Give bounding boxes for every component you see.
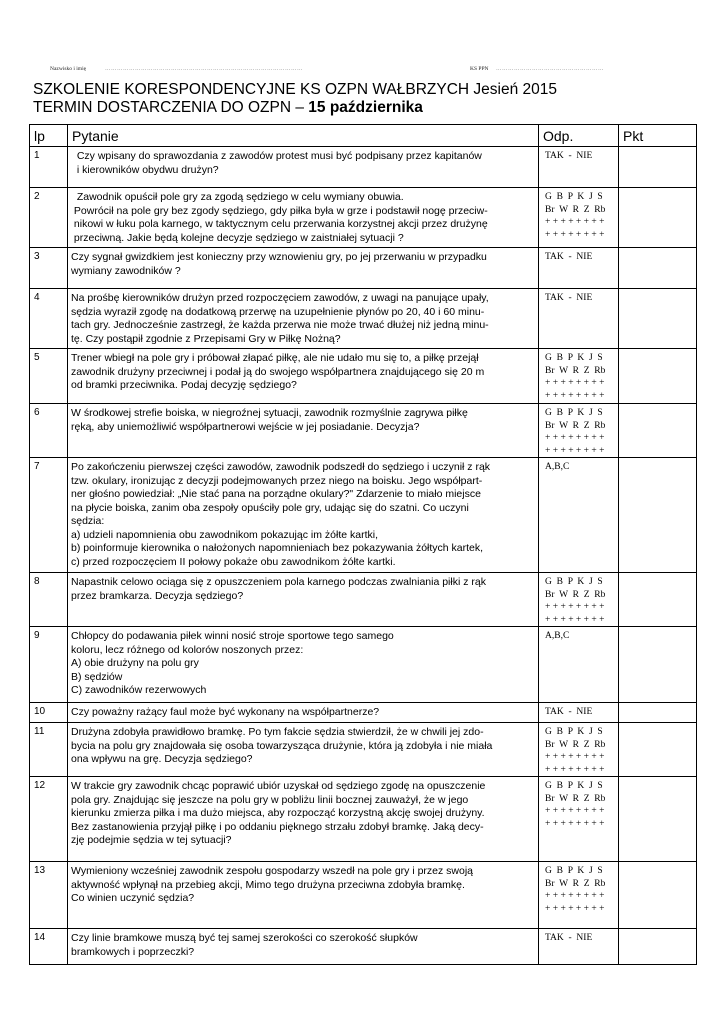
document-title: SZKOLENIE KORESPONDENCYJNE KS OZPN WAŁBRZYCH Jesień 2015 xyxy=(33,81,557,98)
answer-options[interactable]: G B P K J S Br W R Z Rb + + + + + + + + + + + + + + + + xyxy=(539,723,619,777)
question-line: Zawodnik opuścił pole gry za zgodą sędziego w celu wymiany obuwia. xyxy=(71,191,404,203)
question-line: wymiany zawodników ? xyxy=(71,264,181,277)
question-number: 3 xyxy=(30,248,68,289)
answer-options[interactable]: TAK - NIE xyxy=(539,703,619,723)
question-line: c) przed rozpoczęciem II połowy pokaże obu zawodnikom żółte kartki. xyxy=(71,555,396,568)
question-line: Czy poważny rażący faul może być wykonany na współpartnerze? xyxy=(71,706,380,718)
question-text xyxy=(68,404,539,458)
question-line: Czy wpisany do sprawozdania z zawodów protest musi być podpisany przez kapitanów xyxy=(71,150,482,162)
points-cell[interactable] xyxy=(619,573,697,627)
table-row xyxy=(30,627,697,703)
question-line: Wymieniony wcześniej zawodnik zespołu gospodarzy wszedł na pole gry i przez swoją xyxy=(71,865,474,877)
question-line: Czy linie bramkowe muszą być tej samej szerokości co szerokość słupków xyxy=(71,932,418,944)
question-line: Drużyna zdobyła prawidłowo bramkę. Po tym fakcie sędzia stwierdził, że w chwili jej zdo- xyxy=(71,726,484,738)
column-header-pkt: Pkt xyxy=(619,125,697,147)
question-line: C) zawodników rezerwowych xyxy=(71,684,207,696)
name-label: Nazwisko i imię xyxy=(50,66,87,72)
question-line: bramkowych i poprzeczki? xyxy=(71,945,195,958)
ks-label: KS PPN xyxy=(470,66,489,72)
question-number: 8 xyxy=(30,573,68,627)
question-number: 5 xyxy=(30,349,68,404)
answer-options[interactable]: G B P K J S Br W R Z Rb + + + + + + + + + + + + + + + + xyxy=(539,862,619,929)
question-text xyxy=(68,289,539,349)
question-line: na płycie boiska, zanim oba zespoły opuściły pole gry, udając się do szatni. Co uczyni xyxy=(71,501,469,514)
table-row xyxy=(30,723,697,777)
question-line: W środkowej strefie boiska, w niegroźnej sytuacji, zawodnik rozmyślnie zagrywa piłkę xyxy=(71,407,468,419)
question-text xyxy=(68,188,539,248)
points-cell[interactable] xyxy=(619,147,697,188)
question-text xyxy=(68,777,539,862)
table-row xyxy=(30,188,697,248)
answer-options[interactable]: A,B,C xyxy=(539,458,619,573)
table-row xyxy=(30,147,697,188)
question-line: Po zakończeniu pierwszej części zawodów, zawodnik podszedł do sędziego i uczynił z rąk xyxy=(71,461,491,473)
question-text xyxy=(68,627,539,703)
answer-options[interactable]: TAK - NIE xyxy=(539,147,619,188)
question-number: 14 xyxy=(30,929,68,965)
question-number: 4 xyxy=(30,289,68,349)
ks-field-dots[interactable]: ……………………………………………… xyxy=(496,66,604,72)
answer-options[interactable]: G B P K J S Br W R Z Rb + + + + + + + + + + + + + + + + xyxy=(539,404,619,458)
question-number: 11 xyxy=(30,723,68,777)
points-cell[interactable] xyxy=(619,404,697,458)
answer-options[interactable]: G B P K J S Br W R Z Rb + + + + + + + + + + + + + + + + xyxy=(539,349,619,404)
points-cell[interactable] xyxy=(619,627,697,703)
deadline-title xyxy=(33,99,423,117)
answer-options[interactable]: G B P K J S Br W R Z Rb + + + + + + + + + + + + + + + + xyxy=(539,573,619,627)
table-row xyxy=(30,458,697,573)
question-line: kierunku zmierza piłka i ma dużo miejsca, aby rozpocząć korzystną akcję swojej drużyny. xyxy=(71,807,485,819)
points-cell[interactable] xyxy=(619,929,697,965)
table-header-row xyxy=(30,125,697,147)
answer-options[interactable]: TAK - NIE xyxy=(539,289,619,349)
points-cell[interactable] xyxy=(619,188,697,248)
question-text xyxy=(68,723,539,777)
question-line: od bramki przeciwnika. Podaj decyzję sędziego? xyxy=(71,379,297,391)
question-line: i kierowników obydwu drużyn? xyxy=(71,163,219,176)
question-line: aktywność wpłynął na przebieg akcji, Mimo tego drużyna przeciwna zdobyła bramkę. xyxy=(71,878,465,891)
table-row xyxy=(30,929,697,965)
question-line: tę. Czy postąpił zgodnie z Przepisami Gry w Piłkę Nożną? xyxy=(71,332,341,345)
question-line: koloru, lecz różnego od kolorów noszonych przez: xyxy=(71,643,304,656)
deadline-prefix: TERMIN DOSTARCZENIA DO OZPN – xyxy=(33,99,309,116)
question-line: przeciwną. Jakie będą kolejne decyzje sędziego w zaistniałej sytuacji ? xyxy=(71,231,404,244)
points-cell[interactable] xyxy=(619,777,697,862)
points-cell[interactable] xyxy=(619,289,697,349)
question-text xyxy=(68,458,539,573)
answer-options[interactable]: G B P K J S Br W R Z Rb + + + + + + + + + + + + + + + + xyxy=(539,777,619,862)
table-row xyxy=(30,862,697,929)
question-line: zawodnik drużyny przeciwnej i podał ją do swojego współpartnera znajdującego się 20 m xyxy=(71,365,485,378)
question-line: a) udzieli napomnienia obu zawodnikom pokazując im żółte kartki, xyxy=(71,528,378,541)
answer-options[interactable]: TAK - NIE xyxy=(539,248,619,289)
question-line: ręką, aby uniemożliwić współpartnerowi wejście w jej posiadanie. Decyzja? xyxy=(71,420,420,433)
question-text xyxy=(68,703,539,723)
questions-table xyxy=(29,124,697,965)
question-number: 7 xyxy=(30,458,68,573)
answer-options[interactable]: A,B,C xyxy=(539,627,619,703)
question-line: tach gry. Jednocześnie zastrzegł, że każda przerwa nie może trwać dłużej niż jedną minu- xyxy=(71,319,489,331)
points-cell[interactable] xyxy=(619,458,697,573)
table-row xyxy=(30,404,697,458)
table-row xyxy=(30,349,697,404)
question-number: 13 xyxy=(30,862,68,929)
question-number: 6 xyxy=(30,404,68,458)
deadline-date: 15 października xyxy=(308,99,423,116)
question-line: A) obie drużyny na polu gry xyxy=(71,657,199,669)
points-cell[interactable] xyxy=(619,349,697,404)
question-line: Czy sygnał gwizdkiem jest konieczny przy wznowieniu gry, po jej przerwaniu w przypadku xyxy=(71,251,487,263)
question-line: Chłopcy do podawania piłek winni nosić stroje sportowe tego samego xyxy=(71,630,394,642)
question-line: zję podejmie sędzia w tej sytuacji? xyxy=(71,834,232,846)
question-line: Trener wbiegł na pole gry i próbował złapać piłkę, ale nie udało mu się to, a piłkę przejął xyxy=(71,352,479,364)
question-text xyxy=(68,349,539,404)
table-row xyxy=(30,289,697,349)
question-text xyxy=(68,573,539,627)
question-line: b) poinformuje kierownika o nałożonych napomnieniach bez pokazywania żółtych kartek, xyxy=(71,542,484,554)
question-line: Co winien uczynić sędzia? xyxy=(71,892,195,904)
table-row xyxy=(30,777,697,862)
question-line: pola gry. Znajdując się jeszcze na polu gry w pobliżu linii bocznej zauważył, że w jego xyxy=(71,793,469,806)
name-field-dots[interactable]: ……………………………………………………………………………………… xyxy=(105,66,303,72)
question-line: Na prośbę kierowników drużyn przed rozpoczęciem zawodów, z uwagi na panujące upały, xyxy=(71,292,489,304)
question-line: Bez zastanowienia przyjął piłkę i po oddaniu pięknego strzału zdobył bramkę. Jaką decy- xyxy=(71,820,484,833)
points-cell[interactable] xyxy=(619,723,697,777)
question-text xyxy=(68,862,539,929)
column-header-lp: lp xyxy=(30,125,68,147)
question-line: bycia na polu gry znajdowała się osoba towarzysząca drużynie, która ją zdobyła i nie miała xyxy=(71,739,493,752)
question-number: 10 xyxy=(30,703,68,723)
question-line: ona wpływu na grę. Decyzja sędziego? xyxy=(71,753,253,765)
question-line: przez bramkarza. Decyzja sędziego? xyxy=(71,589,244,602)
answer-options[interactable]: TAK - NIE xyxy=(539,929,619,965)
question-line: sędzia wyraził zgodę na dodatkową przerwę na uzupełnienie płynów po 20, 40 i 60 minu- xyxy=(71,305,485,318)
question-line: Powrócił na pole gry bez zgody sędziego, gdy piłka była w grze i podstawił nogę przeciw- xyxy=(71,204,488,217)
table-row xyxy=(30,573,697,627)
question-line: ner głośno powiedział: „Nie stać pana na porządne okulary?" Zdarzenie to miało miejsce xyxy=(71,488,481,500)
question-line: nikowi w łuku pola karnego, w taktycznym celu przerwania korzystnej akcji przez drużynę xyxy=(71,218,488,230)
question-line: tzw. okulary, ironizując z decyzji podejmowanych przez niego na boisku. Jego współpart- xyxy=(71,474,483,487)
column-header-pytanie: Pytanie xyxy=(68,125,539,147)
question-number: 9 xyxy=(30,627,68,703)
question-text xyxy=(68,248,539,289)
question-number: 2 xyxy=(30,188,68,248)
answer-options[interactable]: G B P K J S Br W R Z Rb + + + + + + + + + + + + + + + + xyxy=(539,188,619,248)
points-cell[interactable] xyxy=(619,703,697,723)
question-line: sędzia: xyxy=(71,515,105,527)
question-number: 12 xyxy=(30,777,68,862)
points-cell[interactable] xyxy=(619,248,697,289)
points-cell[interactable] xyxy=(619,862,697,929)
column-header-odp: Odp. xyxy=(539,125,619,147)
question-text xyxy=(68,147,539,188)
question-text xyxy=(68,929,539,965)
table-row xyxy=(30,248,697,289)
table-row xyxy=(30,703,697,723)
question-line: W trakcie gry zawodnik chcąc poprawić ubiór uzyskał od sędziego zgodę na opuszczenie xyxy=(71,780,486,792)
question-line: B) sędziów xyxy=(71,670,123,683)
question-line: Napastnik celowo ociąga się z opuszczeniem pola karnego podczas zwalniania piłki z rąk xyxy=(71,576,486,588)
question-number: 1 xyxy=(30,147,68,188)
